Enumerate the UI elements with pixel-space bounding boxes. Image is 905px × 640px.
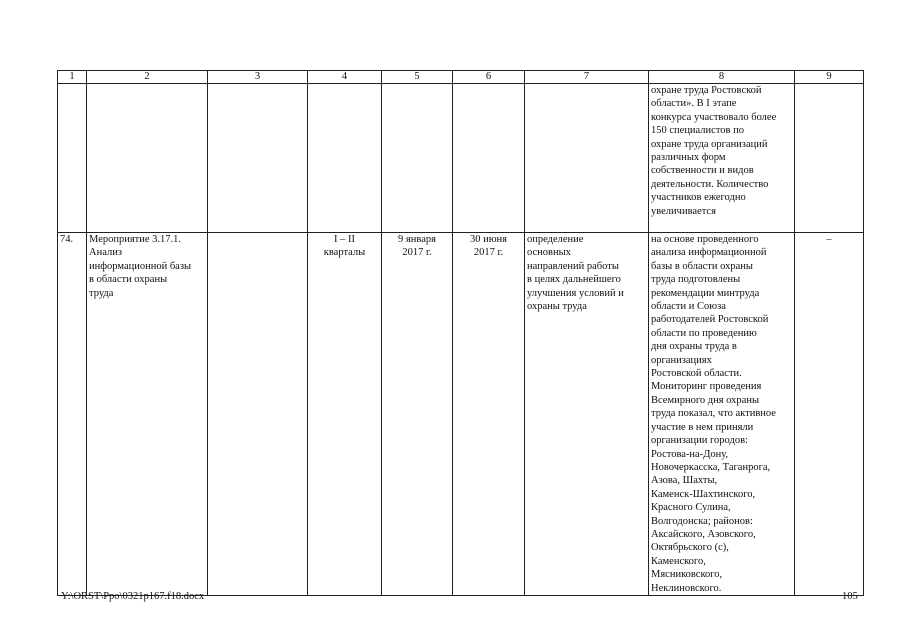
column-number: 8 xyxy=(649,71,795,84)
column-number: 5 xyxy=(382,71,453,84)
file-path: Y:\ORST\Ppo\0321p167.f18.docx xyxy=(61,591,205,602)
column-number: 1 xyxy=(58,71,87,84)
expected-result-cell xyxy=(525,84,649,233)
end-date-cell xyxy=(453,84,525,233)
expected-result-cell: определение основных направлений работы в целях дальнейшего улучшения условий и охраны труда xyxy=(525,233,649,596)
actual-result-cell: охране труда Ростовской области». В I этапе конкурса участвовало более 150 специалистов по охране труда организаций различных форм собственности и видов деятельности. Количество участников ежегодно увеличивается xyxy=(649,84,795,233)
column-number: 2 xyxy=(87,71,208,84)
actual-result-cell: на основе проведенного анализа информационной базы в области охраны труда подготовлены рекомендации минтруда области и Союза работодателей Ростовской области по проведению дня охраны труда в организациях Ростовской области. Мониторинг проведения Всемирного дня охраны труда показал, что активное участие в нем приняли организации городов: Ростова-на-Дону, Новочеркасска, Таганрога, Азова, Шахты, Каменск-Шахтинского, Красного Сулина, Волгодонска; районов: Аксайского, Азовского, Октябрьского (с), Каменского, Мясниковского, Неклиновского. xyxy=(649,233,795,596)
period-cell: I – II кварталы xyxy=(308,233,382,596)
measure-cell: Мероприятие 3.17.1. Анализ информационной базы в области охраны труда xyxy=(87,233,208,596)
table-row xyxy=(58,84,864,233)
responsible-cell xyxy=(208,233,308,596)
column-number: 4 xyxy=(308,71,382,84)
start-date-cell xyxy=(382,84,453,233)
period-cell xyxy=(308,84,382,233)
row-number-cell: 74. xyxy=(58,233,87,596)
column-number: 3 xyxy=(208,71,308,84)
measure-cell xyxy=(87,84,208,233)
column-number: 7 xyxy=(525,71,649,84)
column-number: 6 xyxy=(453,71,525,84)
column-number: 9 xyxy=(795,71,864,84)
start-date-cell: 9 января 2017 г. xyxy=(382,233,453,596)
end-date-cell: 30 июня 2017 г. xyxy=(453,233,525,596)
note-cell: – xyxy=(795,233,864,596)
table-row xyxy=(58,233,864,596)
measures-table xyxy=(57,70,864,596)
page-number: 105 xyxy=(842,591,858,602)
row-number-cell xyxy=(58,84,87,233)
column-number-row xyxy=(58,71,864,84)
note-cell xyxy=(795,84,864,233)
responsible-cell xyxy=(208,84,308,233)
